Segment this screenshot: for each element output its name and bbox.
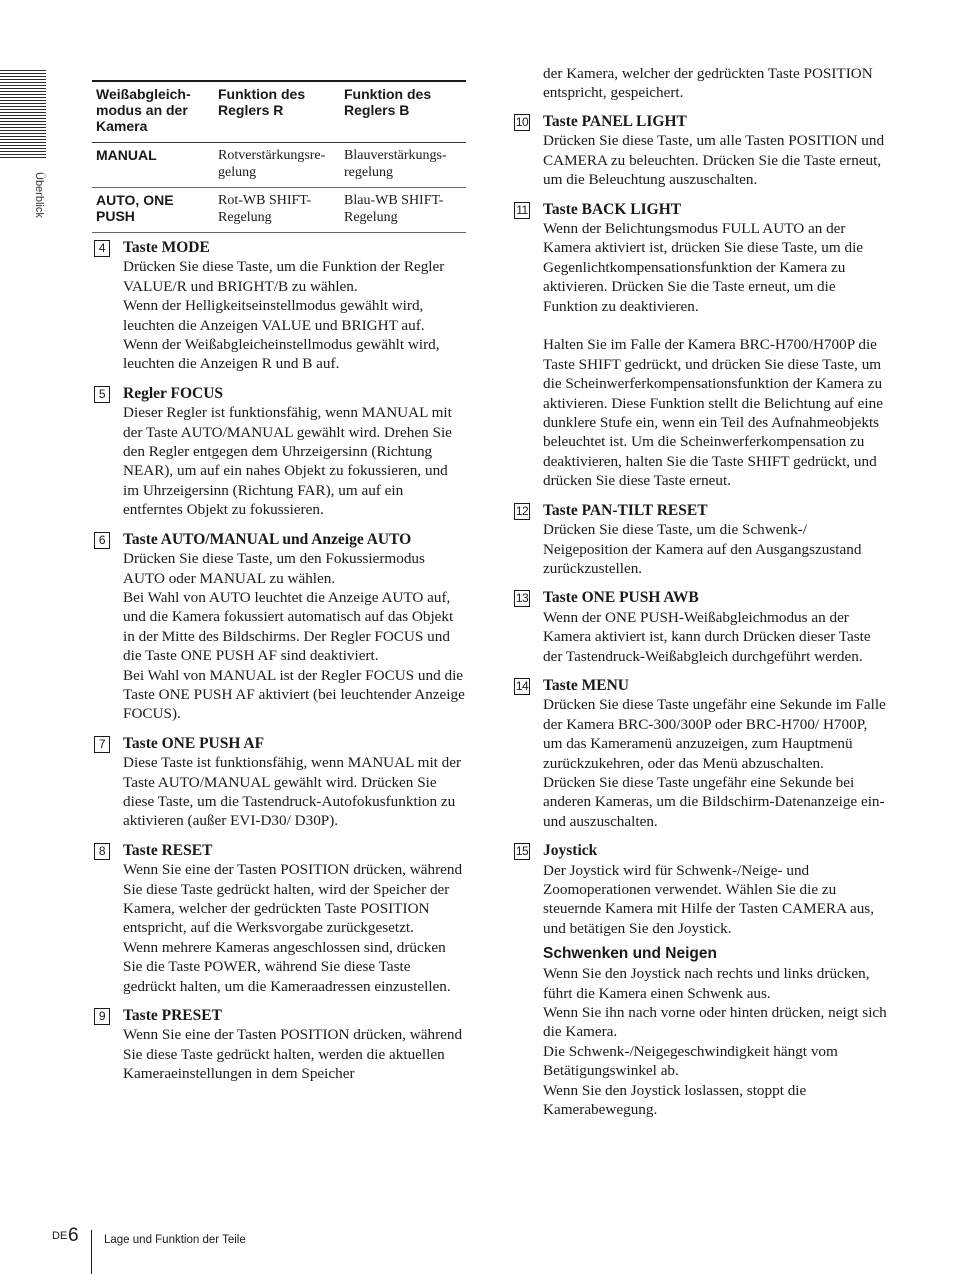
item-paragraph: Drücken Sie diese Taste ungefähr eine Sekunde bei anderen Kameras, um die Bildschirm-Datenanzeige ein- und auszuschalten. <box>543 773 885 830</box>
item-title: Taste PRESET <box>123 1007 222 1025</box>
list-item <box>92 238 466 374</box>
item-title: Taste MENU <box>543 676 629 694</box>
item-title: Taste PAN-TILT RESET <box>543 501 708 519</box>
item-paragraph: Wenn Sie eine der Tasten POSITION drücken, während Sie diese Taste gedrückt halten, wird der Speicher der Kamera, welcher der gedrückten Taste POSITION entspricht, auf die Werksvorgabe zurückgesetzt. <box>123 861 463 937</box>
list-item <box>92 841 466 996</box>
cell-text: Rot-WB SHIFT- Regelung <box>218 193 312 225</box>
list-item <box>512 501 890 579</box>
footer-divider <box>91 1230 92 1274</box>
list-item <box>512 676 890 831</box>
item-title: Taste PANEL LIGHT <box>543 113 687 130</box>
item-number-box: 13 <box>515 591 529 606</box>
item-title: Regler FOCUS <box>123 384 224 402</box>
item-paragraph: Wenn der Belichtungsmodus FULL AUTO an der Kamera aktiviert ist, drücken Sie diese Taste, um die Gegenlichtkompensationsfunktion der Kamera zu aktivieren. Drücken Sie die Taste erneut, um die Funktion zu deaktivieren. <box>543 220 864 315</box>
item-paragraph: Drücken Sie diese Taste, um alle Tasten POSITION und CAMERA zu beleuchten. Drücken Sie die Taste erneut, um die Beleuchtung auszuschalten. <box>543 132 885 189</box>
paragraph-gap <box>543 316 890 335</box>
header-line: Funktion des Reglers B <box>344 86 432 118</box>
list-item <box>92 1006 466 1084</box>
item-paragraph: Wenn Sie eine der Tasten POSITION drücken, während Sie diese Taste gedrückt halten, werden die aktuellen Kameraeinstellungen in dem Speicher <box>123 1026 463 1083</box>
table-header-cell <box>340 81 466 143</box>
item-subheading: Schwenken und Neigen <box>543 945 717 963</box>
edge-tab-stripes <box>0 70 46 160</box>
table-header-cell <box>92 81 214 143</box>
footer-language: DE <box>52 1230 68 1242</box>
header-line: Weißabgleich- modus an der Kamera <box>96 86 191 134</box>
cell-text: Blau-WB SHIFT- Regelung <box>344 193 444 225</box>
table-cell-mode <box>92 188 214 233</box>
item-paragraph: Halten Sie im Falle der Kamera BRC-H700/H700P die Taste SHIFT gedrückt, und drücken Sie diese Taste, um die Scheinwerferkompensationsfunktion der Kamera zu aktivieren. Diese Funktion stellt die Belichtung auf eine dunklere Stufe ein, wenn ein Teil des Aufnahmeobjekts beleuchtet ist. Um die Scheinwerferkompensation zu deaktivieren, halten Sie die Taste SHIFT gedrückt, und drücken Sie diese Taste erneut. <box>543 336 883 490</box>
item-number-box: 11 <box>514 202 530 219</box>
table-cell-b <box>340 188 466 233</box>
cell-text: Rotverstärkungsre- gelung <box>218 148 326 180</box>
list-item <box>512 841 890 1119</box>
table-header-cell <box>214 81 340 143</box>
cell-text: MANUAL <box>96 147 157 163</box>
item-number-box: 12 <box>515 503 529 518</box>
cell-text: Blauverstärkungs- regelung <box>344 148 447 180</box>
item-paragraph: Drücken Sie diese Taste, um den Fokussiermodus AUTO oder MANUAL zu wählen. <box>123 550 425 587</box>
list-item <box>512 200 890 491</box>
continued-text: der Kamera, welcher der gedrückten Taste POSITION entspricht, gespeichert. <box>543 65 873 102</box>
right-column-items <box>512 112 890 1129</box>
side-tab-label: Überblick <box>33 172 45 218</box>
item-number-box: 9 <box>94 1008 110 1025</box>
item-paragraph: Drücken Sie diese Taste, um die Funktion der Regler VALUE/R und BRIGHT/B zu wählen. <box>123 258 445 295</box>
list-item <box>512 112 890 190</box>
item-paragraph: Wenn der ONE PUSH-Weißabgleichmodus an der Kamera aktiviert ist, kann durch Drücken dieser Taste der Tastendruck-Weißabgleich durchgeführt werden. <box>543 608 871 665</box>
item-number-box: 6 <box>94 532 110 549</box>
item-number-box: 15 <box>515 844 529 859</box>
item-paragraph: Die Schwenk-/Neigegeschwindigkeit hängt vom Betätigungswinkel ab. <box>543 1042 838 1080</box>
table-cell-r <box>214 188 340 233</box>
list-item <box>92 384 466 520</box>
item-number-box: 7 <box>94 736 110 753</box>
table-row <box>92 143 466 188</box>
item-paragraph: Wenn der Weißabgleicheinstellmodus gewählt wird, leuchten die Anzeigen R und B auf. <box>123 336 440 373</box>
table-cell-b <box>340 143 466 188</box>
item-title: Taste BACK LIGHT <box>543 200 682 218</box>
item-title: Taste ONE PUSH AWB <box>543 589 699 607</box>
item-number-box: 14 <box>515 678 529 693</box>
item-title: Taste ONE PUSH AF <box>123 734 265 752</box>
footer-section-title: Lage und Funktion der Teile <box>104 1234 246 1246</box>
item-title: Taste RESET <box>123 841 213 859</box>
header-line: Funktion des Reglers R <box>218 86 306 118</box>
item-title: Joystick <box>543 842 598 860</box>
white-balance-table <box>92 80 466 233</box>
item-number-box: 4 <box>94 240 110 257</box>
item-paragraph: Wenn mehrere Kameras angeschlossen sind, drücken Sie die Taste POWER, während Sie diese Taste gedrückt halten, um die Kameraadressen einzustellen. <box>123 938 451 995</box>
item-paragraph: Wenn Sie den Joystick loslassen, stoppt die Kamerabewegung. <box>543 1081 807 1119</box>
item-number-box: 10 <box>515 115 529 129</box>
item-paragraph: Bei Wahl von MANUAL ist der Regler FOCUS und die Taste ONE PUSH AF aktiviert (bei leuchtender Anzeige FOCUS). <box>123 666 465 723</box>
table-cell-r <box>214 143 340 188</box>
item-paragraph: Bei Wahl von AUTO leuchtet die Anzeige AUTO auf, und die Kamera fokussiert automatisch auf das Objekt in der Mitte des Bildschirms. Der Regler FOCUS und die Taste ONE PUSH AF sind deaktiviert. <box>123 588 454 665</box>
item-title: Taste AUTO/MANUAL und Anzeige AUTO <box>123 530 412 548</box>
table-header-row <box>92 81 466 143</box>
cell-text: AUTO, ONE PUSH <box>96 192 174 224</box>
item-paragraph: Wenn der Helligkeitseinstellmodus gewählt wird, leuchten die Anzeigen VALUE und BRIGHT auf. <box>123 297 425 334</box>
item-paragraph: Der Joystick wird für Schwenk-/Neige- und Zoomoperationen verwendet. Wählen Sie die zu steuernde Kamera mit Hilfe der Tasten CAMERA aus, und betätigen Sie den Joystick. <box>543 861 875 937</box>
item-paragraph: Diese Taste ist funktionsfähig, wenn MANUAL mit der Taste AUTO/MANUAL gewählt wird. Drücken Sie diese Taste, um die Tastendruck-Autofokusfunktion zu aktivieren (außer EVI-D30/ D30P). <box>123 754 462 830</box>
left-column-items <box>92 238 466 1094</box>
item-number-box: 5 <box>94 386 110 403</box>
item-title: Taste MODE <box>123 239 210 256</box>
list-item <box>92 734 466 831</box>
table-row <box>92 188 466 233</box>
page-number: 6 <box>68 1225 79 1246</box>
item-number-box: 8 <box>94 843 110 860</box>
table-cell-mode <box>92 143 214 188</box>
item-paragraph: Wenn Sie den Joystick nach rechts und links drücken, führt die Kamera einen Schwenk aus. <box>543 965 870 1002</box>
list-item <box>512 588 890 666</box>
item-paragraph: Wenn Sie ihn nach vorne oder hinten drücken, neigt sich die Kamera. <box>543 1004 887 1041</box>
list-item <box>92 530 466 724</box>
item-paragraph: Dieser Regler ist funktionsfähig, wenn MANUAL mit der Taste AUTO/MANUAL gewählt wird. Drehen Sie den Regler entgegen dem Uhrzeigersinn (Richtung NEAR), um auf ein nahes Objekt zu fokussieren, und im Uhrzeigersinn (Richtung FAR), um auf ein entferntes Objekt zu fokussieren. <box>123 404 452 519</box>
item-paragraph: Drücken Sie diese Taste, um die Schwenk-/ Neigeposition der Kamera auf den Ausgangszustand zurückzustellen. <box>543 521 862 577</box>
item-paragraph: Drücken Sie diese Taste ungefähr eine Sekunde im Falle der Kamera BRC-300/300P oder BRC-H700/ H700P, um das Kameramenü anzuzeigen, zum Hauptmenü zurückzukehren, oder das Menü abzuschalten. <box>543 696 886 772</box>
